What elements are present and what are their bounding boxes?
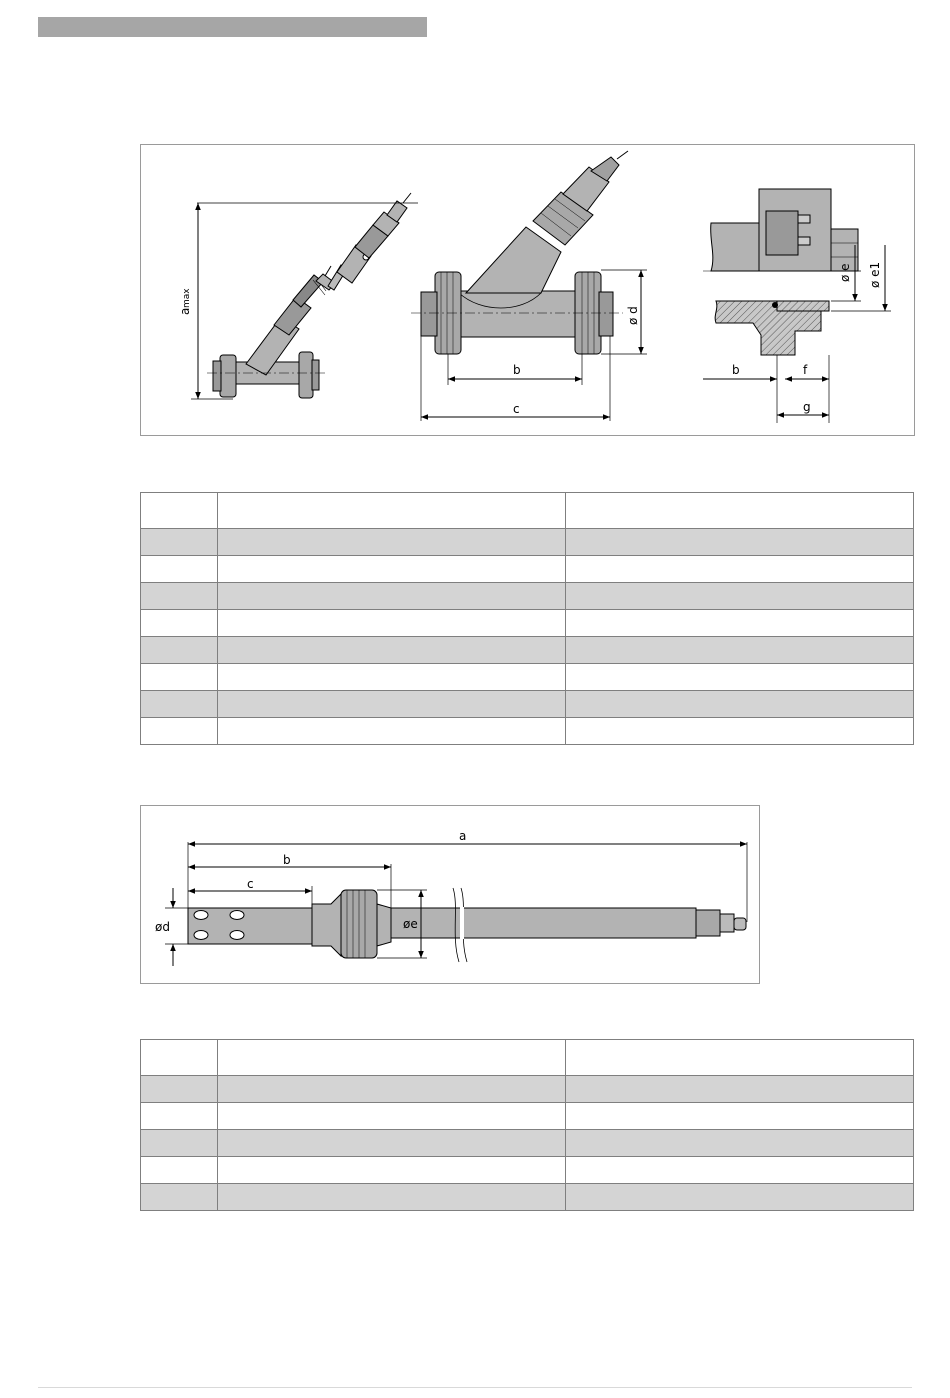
table-row xyxy=(141,1184,914,1211)
table-cell xyxy=(566,718,914,745)
sensor-drawing-svg xyxy=(141,806,761,985)
table-row xyxy=(141,1130,914,1157)
dim-label-e: øe xyxy=(403,917,418,931)
table-row xyxy=(141,718,914,745)
table-row xyxy=(141,556,914,583)
housing-small-view xyxy=(178,193,418,399)
table-cell xyxy=(218,637,566,664)
dimension-table-housing xyxy=(140,492,914,745)
table-cell xyxy=(141,691,218,718)
dim-label-b-detail: b xyxy=(732,363,740,377)
table-cell xyxy=(566,610,914,637)
dim-label-e: ø e xyxy=(838,263,852,282)
table-cell xyxy=(218,664,566,691)
table-cell xyxy=(141,529,218,556)
table-cell xyxy=(566,583,914,610)
table-cell xyxy=(218,691,566,718)
table-cell xyxy=(218,1103,566,1130)
table-row xyxy=(141,610,914,637)
table-row xyxy=(141,691,914,718)
table-cell xyxy=(141,1157,218,1184)
dimension-drawing-sensor xyxy=(140,805,760,984)
table-cell xyxy=(141,1184,218,1211)
table-cell xyxy=(566,664,914,691)
table-row xyxy=(141,583,914,610)
housing-main-view xyxy=(411,151,647,421)
table-row xyxy=(141,529,914,556)
dimension-drawing-housing xyxy=(140,144,915,436)
table-cell xyxy=(566,1157,914,1184)
table-cell xyxy=(218,556,566,583)
table-cell xyxy=(218,529,566,556)
dim-label-d: ød xyxy=(155,920,170,934)
table-cell xyxy=(566,1076,914,1103)
table-cell xyxy=(566,529,914,556)
table-cell xyxy=(141,556,218,583)
table-row xyxy=(141,1157,914,1184)
table-cell xyxy=(141,1040,218,1076)
table-cell xyxy=(141,493,218,529)
dim-label-a: a xyxy=(459,829,467,843)
table-cell xyxy=(141,664,218,691)
dim-label-d: ø d xyxy=(626,306,640,325)
dim-label-g: g xyxy=(803,400,811,414)
dimension-table-sensor xyxy=(140,1039,914,1211)
table-row xyxy=(141,1103,914,1130)
dim-label-a-max-sub: max xyxy=(182,288,192,308)
table-cell xyxy=(141,1130,218,1157)
table-cell xyxy=(566,691,914,718)
dim-label-c-main: c xyxy=(513,402,520,416)
table-cell xyxy=(566,1040,914,1076)
table-cell xyxy=(218,493,566,529)
table-cell xyxy=(218,1076,566,1103)
table-cell xyxy=(218,1040,566,1076)
table-cell xyxy=(218,1184,566,1211)
table-cell xyxy=(566,1184,914,1211)
dim-label-c: c xyxy=(247,877,254,891)
table-cell xyxy=(141,718,218,745)
table-cell xyxy=(566,1103,914,1130)
table-cell xyxy=(141,610,218,637)
dim-label-e1: ø e1 xyxy=(868,261,882,288)
table-row xyxy=(141,664,914,691)
dim-label-a-max: a xyxy=(178,307,192,315)
table-cell xyxy=(218,718,566,745)
table-cell xyxy=(218,1130,566,1157)
dim-label-b: b xyxy=(283,853,291,867)
table-cell xyxy=(218,610,566,637)
table-cell xyxy=(566,556,914,583)
dim-label-b-main: b xyxy=(513,363,521,377)
table-cell xyxy=(566,1130,914,1157)
table-cell xyxy=(566,493,914,529)
table-header-row xyxy=(141,493,914,529)
footer-divider xyxy=(38,1387,912,1388)
table-cell xyxy=(141,583,218,610)
table-row xyxy=(141,1076,914,1103)
table-cell xyxy=(218,1157,566,1184)
table-cell xyxy=(141,637,218,664)
header-bar xyxy=(38,17,427,37)
table-cell xyxy=(141,1076,218,1103)
table-header-row xyxy=(141,1040,914,1076)
housing-drawing-svg xyxy=(141,145,916,437)
table-cell xyxy=(141,1103,218,1130)
table-cell xyxy=(218,583,566,610)
dim-label-f: f xyxy=(803,363,808,377)
table-cell xyxy=(566,637,914,664)
connection-detail-view xyxy=(703,189,891,423)
table-row xyxy=(141,637,914,664)
